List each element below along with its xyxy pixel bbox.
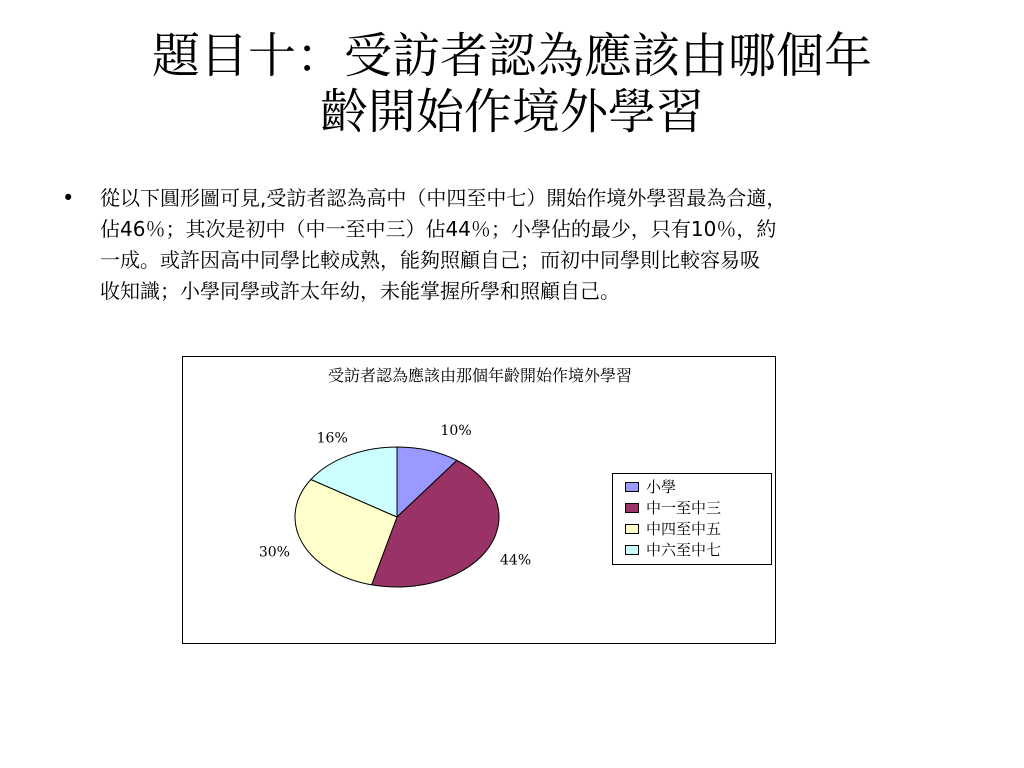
legend-label-s4-s5: 中四至中五 [646, 520, 722, 538]
legend-swatch-s4-s5 [625, 524, 639, 534]
pie-chart [182, 356, 776, 644]
bullet-text [100, 183, 958, 307]
legend-label-junior-secondary: 中一至中三 [646, 499, 722, 517]
pie-label-primary: 10% [440, 423, 472, 440]
chart-legend [612, 473, 772, 565]
bullet-text-line-3: 一成。或許因高中同學比較成熟，能夠照顧自己；而初中同學則比較容易吸 [100, 248, 760, 272]
pie-label-s6-s7: 16% [316, 430, 348, 447]
slide-title [40, 28, 984, 140]
bullet-text-line-2: 佔46％；其次是初中（中一至中三）佔44％；小學佔的最少，只有10％，約 [100, 217, 777, 241]
pie-label-s4-s5: 30% [258, 544, 290, 561]
pie-label-junior-secondary: 44% [500, 552, 532, 569]
slide-title-line-1: 題目十：受訪者認為應該由哪個年 [151, 28, 872, 84]
slide-title-line-2: 齡開始作境外學習 [319, 84, 704, 140]
legend-swatch-junior-secondary [625, 503, 639, 513]
legend-item-s4-s5 [625, 519, 721, 539]
bullet-item [62, 183, 962, 307]
chart-title: 受訪者認為應該由那個年齡開始作境外學習 [327, 366, 633, 385]
legend-item-primary [625, 477, 676, 497]
legend-swatch-primary [625, 482, 639, 492]
pie-slices [295, 447, 499, 587]
bullet-icon: • [62, 186, 75, 210]
legend-label-primary: 小學 [646, 478, 677, 496]
legend-item-junior-secondary [625, 498, 721, 518]
legend-swatch-s6-s7 [625, 545, 639, 555]
legend-item-s6-s7 [625, 540, 721, 560]
bullet-list [62, 183, 962, 307]
bullet-text-line-4: 收知識；小學同學或許太年幼，未能掌握所學和照顧自己。 [100, 279, 620, 303]
legend-label-s6-s7: 中六至中七 [646, 541, 722, 559]
bullet-text-line-1: 從以下圓形圖可見,受訪者認為高中（中四至中七）開始作境外學習最為合適， [100, 186, 787, 210]
